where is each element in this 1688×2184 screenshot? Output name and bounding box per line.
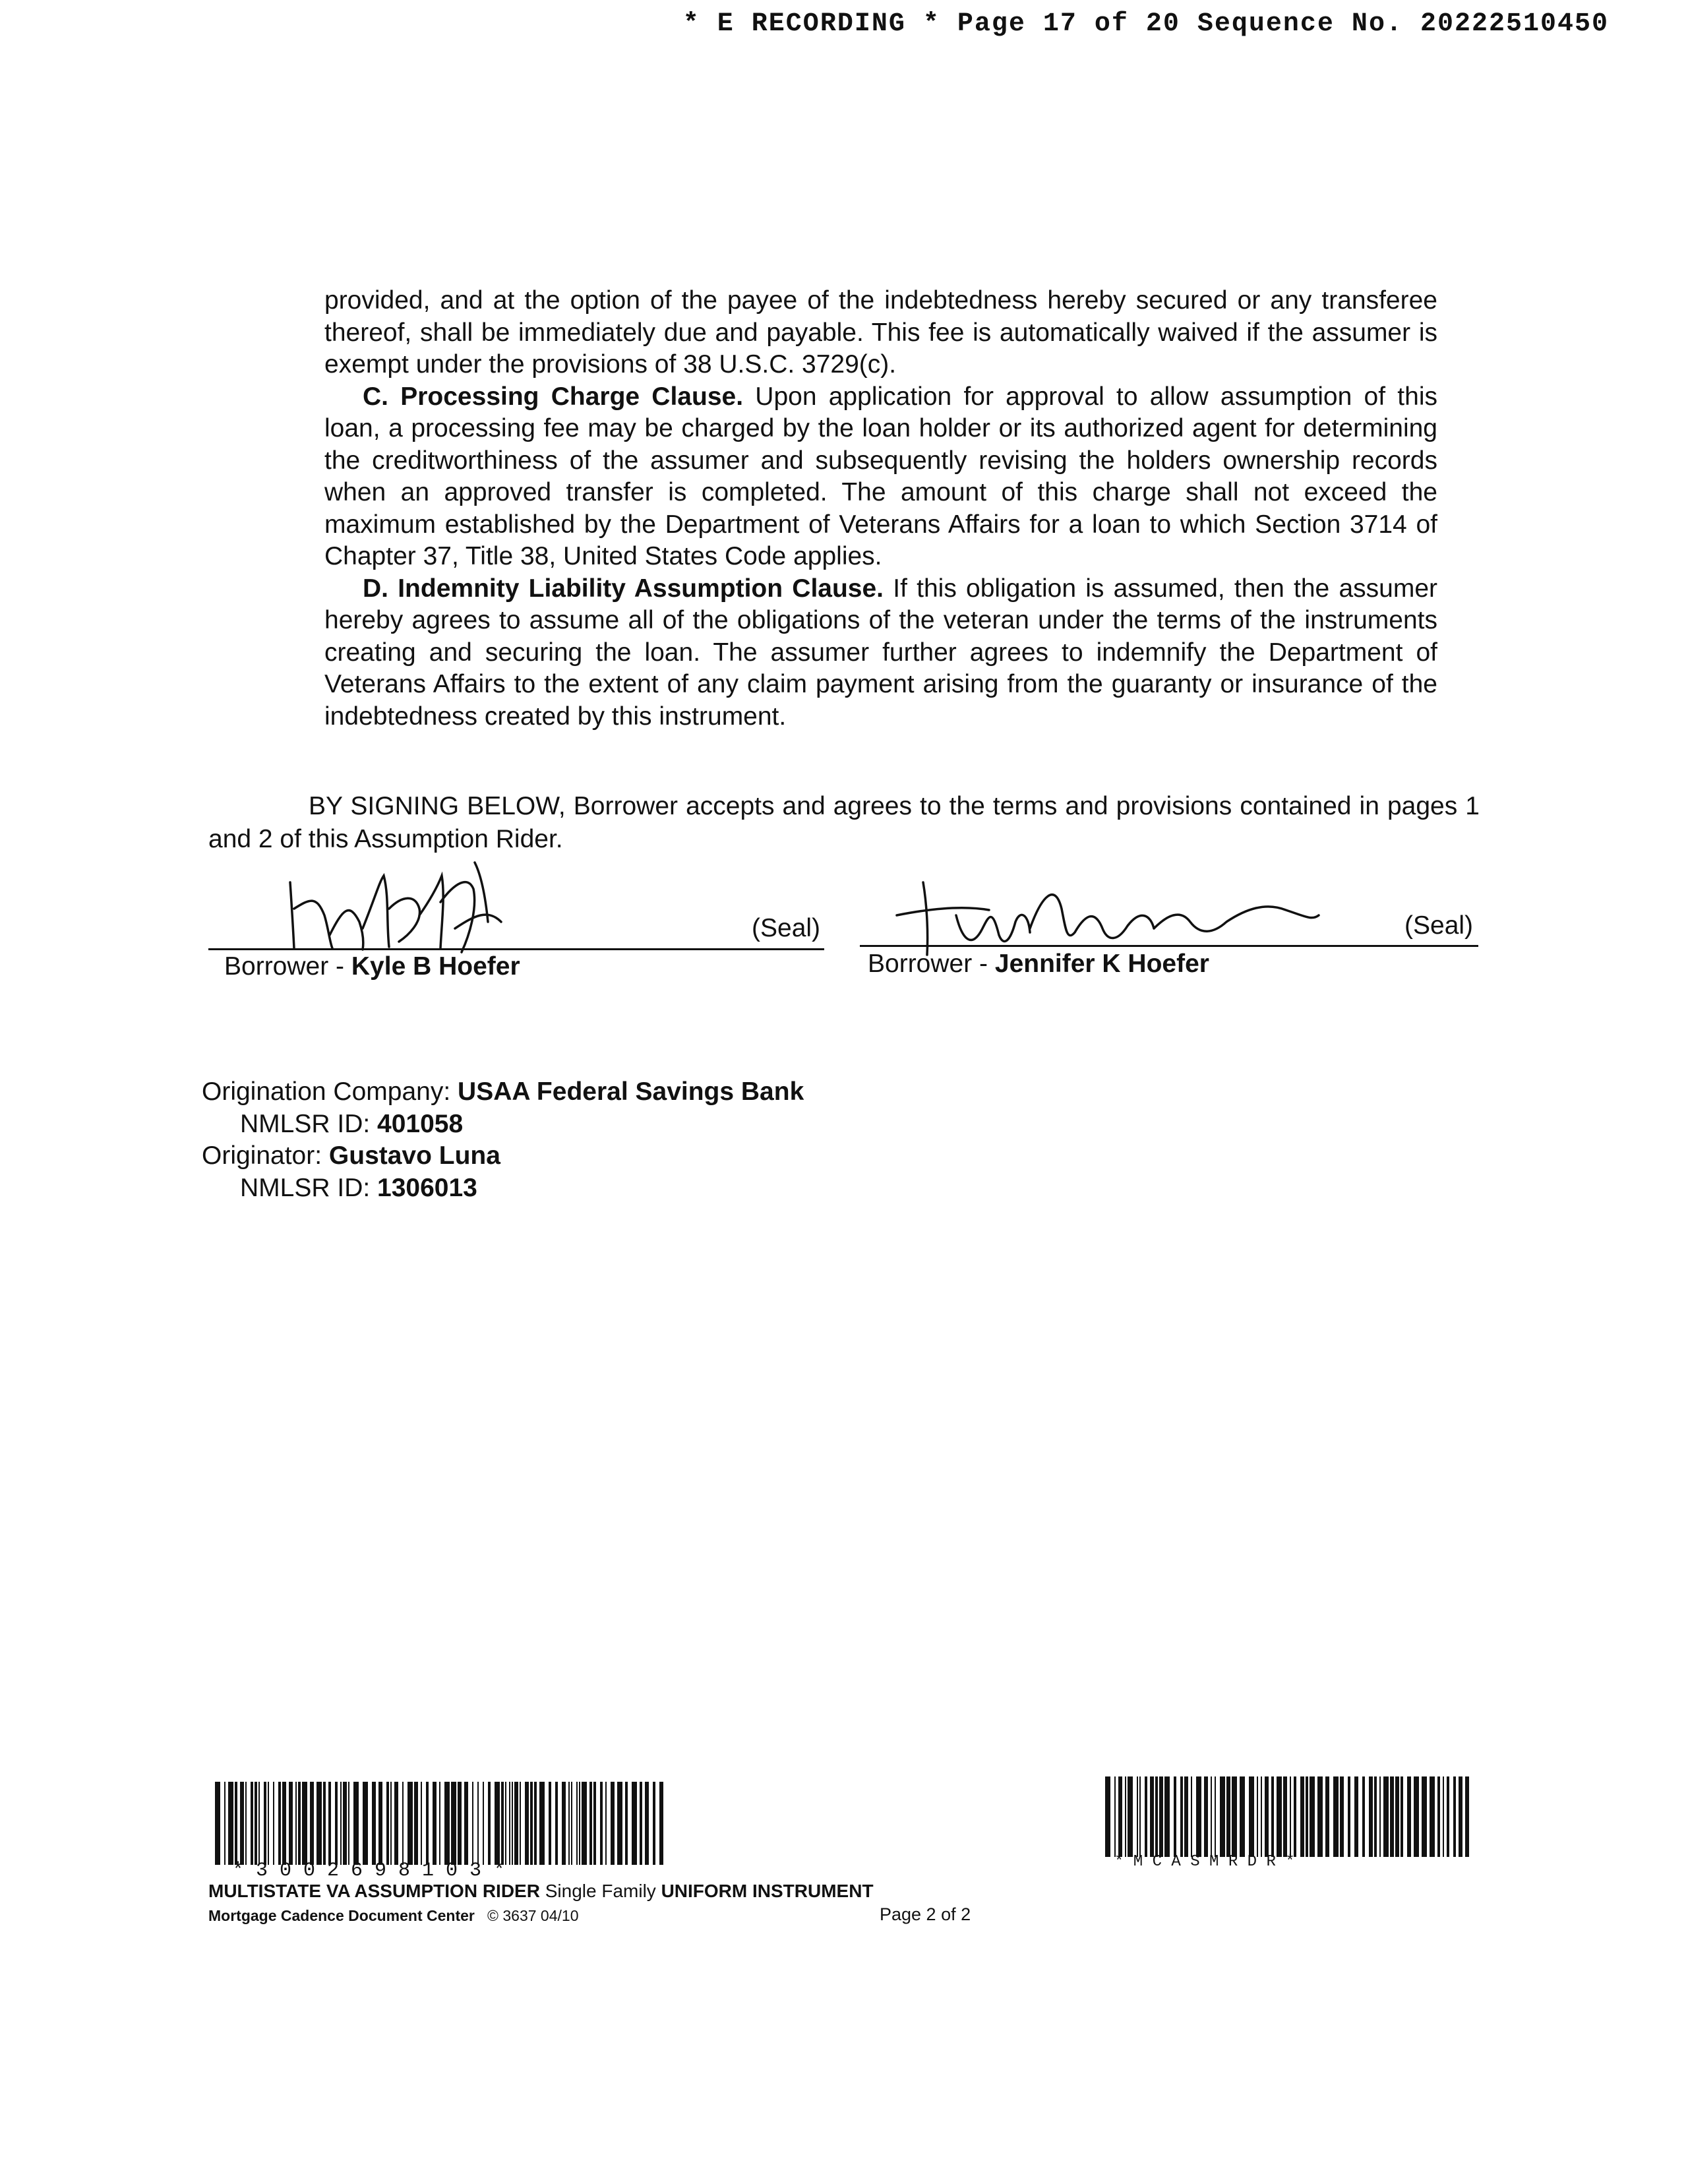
clause-c-title: C. Processing Charge Clause.	[363, 382, 744, 411]
clause-d-text: If this obligation is assumed, then the assumer hereby agrees to assume all of the obligations of the veteran under the terms of the instruments creating and securing the loan. The assumer further agrees to indemnify the Department of Veterans Affairs to the extent of any claim payment arising from the guaranty or insurance of the indebtedness created by this instrument.	[324, 574, 1438, 731]
borrower2-signature	[857, 869, 1385, 961]
borrower2-seal-label: (Seal)	[1404, 911, 1474, 940]
barcode-bar	[444, 1782, 450, 1865]
barcode-bar	[509, 1782, 510, 1865]
barcode-bar	[530, 1782, 533, 1865]
barcode-bar	[640, 1782, 642, 1865]
barcode-bar	[653, 1782, 655, 1865]
barcode-left-text: * 3 0 0 2 6 9 8 1 0 3 *	[232, 1860, 506, 1882]
originator-name: Gustavo Luna	[328, 1141, 500, 1170]
borrower2-signature-line	[860, 945, 1478, 947]
form-title-main: MULTISTATE VA ASSUMPTION RIDER	[208, 1881, 540, 1901]
barcode-bar	[1459, 1776, 1462, 1857]
origination-company-name: USAA Federal Savings Bank	[458, 1077, 804, 1106]
barcode-bar	[1325, 1776, 1329, 1857]
barcode-bar	[1437, 1776, 1440, 1857]
barcode-bar	[1114, 1776, 1116, 1857]
barcode-right	[1105, 1776, 1470, 1857]
barcode-bar	[1277, 1776, 1282, 1857]
barcode-bar	[343, 1782, 347, 1865]
barcode-bar	[414, 1782, 418, 1865]
barcode-bar	[1211, 1776, 1212, 1857]
barcode-bar	[539, 1782, 545, 1865]
barcode-bar	[589, 1782, 592, 1865]
barcode-bar	[1430, 1776, 1435, 1857]
barcode-bar	[555, 1782, 558, 1865]
barcode-bar	[488, 1782, 491, 1865]
barcode-bar	[1401, 1776, 1403, 1857]
barcode-bar	[235, 1782, 237, 1865]
barcode-bar	[1271, 1776, 1274, 1857]
form-publisher: Mortgage Cadence Document Center	[208, 1907, 475, 1924]
barcode-bar	[363, 1782, 368, 1865]
barcode-bar	[1422, 1776, 1427, 1857]
barcode-bar	[501, 1782, 504, 1865]
barcode-bar	[1283, 1776, 1287, 1857]
originator-label: Originator:	[202, 1141, 329, 1170]
barcode-bar	[1261, 1776, 1262, 1857]
barcode-bar	[1348, 1776, 1350, 1857]
barcode-bar	[1174, 1776, 1176, 1857]
barcode-bar	[1125, 1776, 1126, 1857]
originator-nmlsr-id: 1306013	[377, 1173, 477, 1202]
barcode-bar	[1118, 1776, 1122, 1857]
barcode-bar	[372, 1782, 376, 1865]
company-nmlsr-label: NMLSR ID:	[240, 1109, 378, 1138]
barcode-bar	[328, 1782, 331, 1865]
borrower2-prefix: Borrower -	[868, 950, 995, 978]
barcode-bar	[1317, 1776, 1323, 1857]
barcode-left	[215, 1782, 665, 1865]
barcode-bar	[407, 1782, 413, 1865]
barcode-bar	[1180, 1776, 1183, 1857]
barcode-bar	[310, 1782, 314, 1865]
barcode-bar	[1390, 1776, 1394, 1857]
barcode-bar	[1374, 1776, 1377, 1857]
barcode-bar	[1215, 1776, 1216, 1857]
barcode-bar	[472, 1782, 473, 1865]
borrower1-name-label	[224, 952, 520, 981]
barcode-bar	[458, 1782, 462, 1865]
borrower1-signature-line	[208, 948, 824, 950]
barcode-bar	[302, 1782, 307, 1865]
barcode-bar	[426, 1782, 429, 1865]
barcode-bar	[512, 1782, 513, 1865]
barcode-bar	[1232, 1776, 1237, 1857]
page-number: Page 2 of 2	[880, 1904, 971, 1924]
originator-nmlsr-label: NMLSR ID:	[240, 1173, 378, 1202]
borrower1-prefix: Borrower -	[224, 952, 351, 981]
barcode-bar	[495, 1782, 500, 1865]
borrower2-name: Jennifer K Hoefer	[994, 950, 1209, 978]
barcode-bar	[534, 1782, 537, 1865]
barcode-bar	[576, 1782, 578, 1865]
barcode-bar	[278, 1782, 281, 1865]
barcode-bar	[582, 1782, 587, 1865]
barcode-bar	[562, 1782, 566, 1865]
barcode-bar	[258, 1782, 260, 1865]
borrower2-name-label	[868, 950, 1209, 979]
barcode-bar	[289, 1782, 293, 1865]
barcode-bar	[605, 1782, 607, 1865]
paragraph-b-continuation: provided, and at the option of the payee of the indebtedness hereby secured or any transferee thereof, shall be immediately due and payable. This fee is automatically waived if the assumer is exempt under the provisions of 38 U.S.C. 3729(c).	[324, 286, 1437, 379]
barcode-bar	[439, 1782, 440, 1865]
barcode-bar	[520, 1782, 521, 1865]
originator-line	[202, 1140, 804, 1172]
clause-c-text: Upon application for approval to allow assumption of this loan, a processing fee may be charged by the loan holder or its authorized agent for determining the creditworthiness of the assumer and subsequently revising the holders ownership records when an approved transfer is completed. The amount of this charge shall not exceed the maximum established by the Department of Veterans Affairs for a loan to which Section 3714 of Chapter 37, Title 38, United States Code applies.	[324, 382, 1437, 570]
rider-body	[324, 285, 1437, 733]
borrower1-signature	[264, 836, 541, 961]
barcode-bar	[1164, 1776, 1170, 1857]
barcode-bar	[483, 1782, 484, 1865]
barcode-bar	[1340, 1776, 1344, 1857]
barcode-bar	[525, 1782, 529, 1865]
barcode-bar	[1379, 1776, 1381, 1857]
barcode-bar	[1204, 1776, 1208, 1857]
barcode-bar	[645, 1782, 649, 1865]
barcode-bar	[215, 1782, 220, 1865]
form-publisher-line	[208, 1907, 578, 1925]
recording-stamp: * E RECORDING * Page 17 of 20 Sequence No. 20222510450	[682, 9, 1609, 39]
barcode-bar	[402, 1782, 404, 1865]
barcode-bar	[348, 1782, 349, 1865]
barcode-bar	[224, 1782, 226, 1865]
barcode-bar	[323, 1782, 326, 1865]
barcode-bar	[568, 1782, 570, 1865]
clause-d	[324, 573, 1437, 733]
barcode-bar	[571, 1782, 572, 1865]
barcode-bar	[625, 1782, 628, 1865]
barcode-bar	[335, 1782, 338, 1865]
barcode-bar	[1395, 1776, 1399, 1857]
barcode-bar	[1294, 1776, 1296, 1857]
barcode-bar	[421, 1782, 422, 1865]
barcode-bar	[1443, 1776, 1444, 1857]
barcode-bar	[240, 1782, 244, 1865]
barcode-bar	[386, 1782, 389, 1865]
barcode-bar	[1453, 1776, 1456, 1857]
barcode-bar	[255, 1782, 257, 1865]
barcode-bar	[451, 1782, 456, 1865]
barcode-bar	[1240, 1776, 1245, 1857]
barcode-bar	[1333, 1776, 1339, 1857]
barcode-bar	[353, 1782, 359, 1865]
barcode-bar	[579, 1782, 580, 1865]
barcode-bar	[514, 1782, 518, 1865]
barcode-bar	[378, 1782, 382, 1865]
origination-company-line	[202, 1076, 804, 1108]
barcode-bar	[228, 1782, 233, 1865]
form-code: © 3637 04/10	[487, 1907, 579, 1924]
barcode-bar	[433, 1782, 437, 1865]
barcode-bar	[251, 1782, 253, 1865]
barcode-bar	[245, 1782, 247, 1865]
form-title-middle: Single Family	[539, 1881, 661, 1901]
barcode-bar	[464, 1782, 468, 1865]
signing-intro-text: BY SIGNING BELOW, Borrower accepts and agrees to the terms and provisions contained in pages 1 and 2 of this Assumption Rider.	[208, 792, 1480, 853]
barcode-bar	[1196, 1776, 1201, 1857]
form-title	[208, 1881, 874, 1902]
barcode-bar	[298, 1782, 301, 1865]
barcode-bar	[1150, 1776, 1154, 1857]
barcode-bar	[1226, 1776, 1230, 1857]
barcode-bar	[1362, 1776, 1365, 1857]
barcode-bar	[340, 1782, 342, 1865]
company-nmlsr-id: 401058	[377, 1109, 464, 1138]
barcode-bar	[617, 1782, 622, 1865]
barcode-bar	[1265, 1776, 1269, 1857]
barcode-bar	[1139, 1776, 1141, 1857]
barcode-bar	[1383, 1776, 1389, 1857]
barcode-bar	[1145, 1776, 1147, 1857]
barcode-bar	[1354, 1776, 1358, 1857]
barcode-bar	[1257, 1776, 1258, 1857]
barcode-bar	[611, 1782, 615, 1865]
barcode-bar	[1407, 1776, 1411, 1857]
barcode-bar	[600, 1782, 603, 1865]
barcode-bar	[1220, 1776, 1225, 1857]
barcode-bar	[1128, 1776, 1133, 1857]
originator-nmlsr-line	[202, 1172, 804, 1205]
barcode-bar	[1414, 1776, 1419, 1857]
barcode-bar	[1191, 1776, 1192, 1857]
barcode-bar	[1155, 1776, 1158, 1857]
clause-c	[324, 381, 1437, 573]
barcode-bar	[390, 1782, 392, 1865]
barcode-bar	[1105, 1776, 1110, 1857]
barcode-bar	[273, 1782, 274, 1865]
barcode-bar	[316, 1782, 322, 1865]
barcode-bar	[659, 1782, 663, 1865]
barcode-bar	[282, 1782, 286, 1865]
barcode-bar	[1447, 1776, 1449, 1857]
barcode-bar	[1465, 1776, 1469, 1857]
form-title-suffix: UNIFORM INSTRUMENT	[661, 1881, 874, 1901]
barcode-right-text: * M C A S M R D R *	[1114, 1853, 1295, 1871]
barcode-bar	[1184, 1776, 1188, 1857]
barcode-bar	[632, 1782, 637, 1865]
borrower1-name: Kyle B Hoefer	[351, 952, 520, 981]
barcode-bar	[1306, 1776, 1308, 1857]
barcode-bar	[477, 1782, 479, 1865]
barcode-bar	[1300, 1776, 1304, 1857]
barcode-bar	[264, 1782, 266, 1865]
barcode-bar	[505, 1782, 506, 1865]
barcode-bar	[268, 1782, 269, 1865]
barcode-bar	[1369, 1776, 1373, 1857]
barcode-bar	[1310, 1776, 1315, 1857]
barcode-bar	[593, 1782, 596, 1865]
barcode-bar	[1290, 1776, 1291, 1857]
barcode-bar	[295, 1782, 297, 1865]
barcode-bar	[1249, 1776, 1254, 1857]
borrower1-seal-label: (Seal)	[752, 914, 821, 942]
barcode-bar	[1159, 1776, 1163, 1857]
origination-company-label: Origination Company:	[202, 1077, 458, 1106]
clause-d-title: D. Indemnity Liability Assumption Clause.	[363, 574, 884, 603]
barcode-bar	[394, 1782, 398, 1865]
origination-block	[202, 1076, 804, 1204]
barcode-bar	[549, 1782, 551, 1865]
barcode-bar	[1137, 1776, 1138, 1857]
company-nmlsr-line	[202, 1108, 804, 1141]
